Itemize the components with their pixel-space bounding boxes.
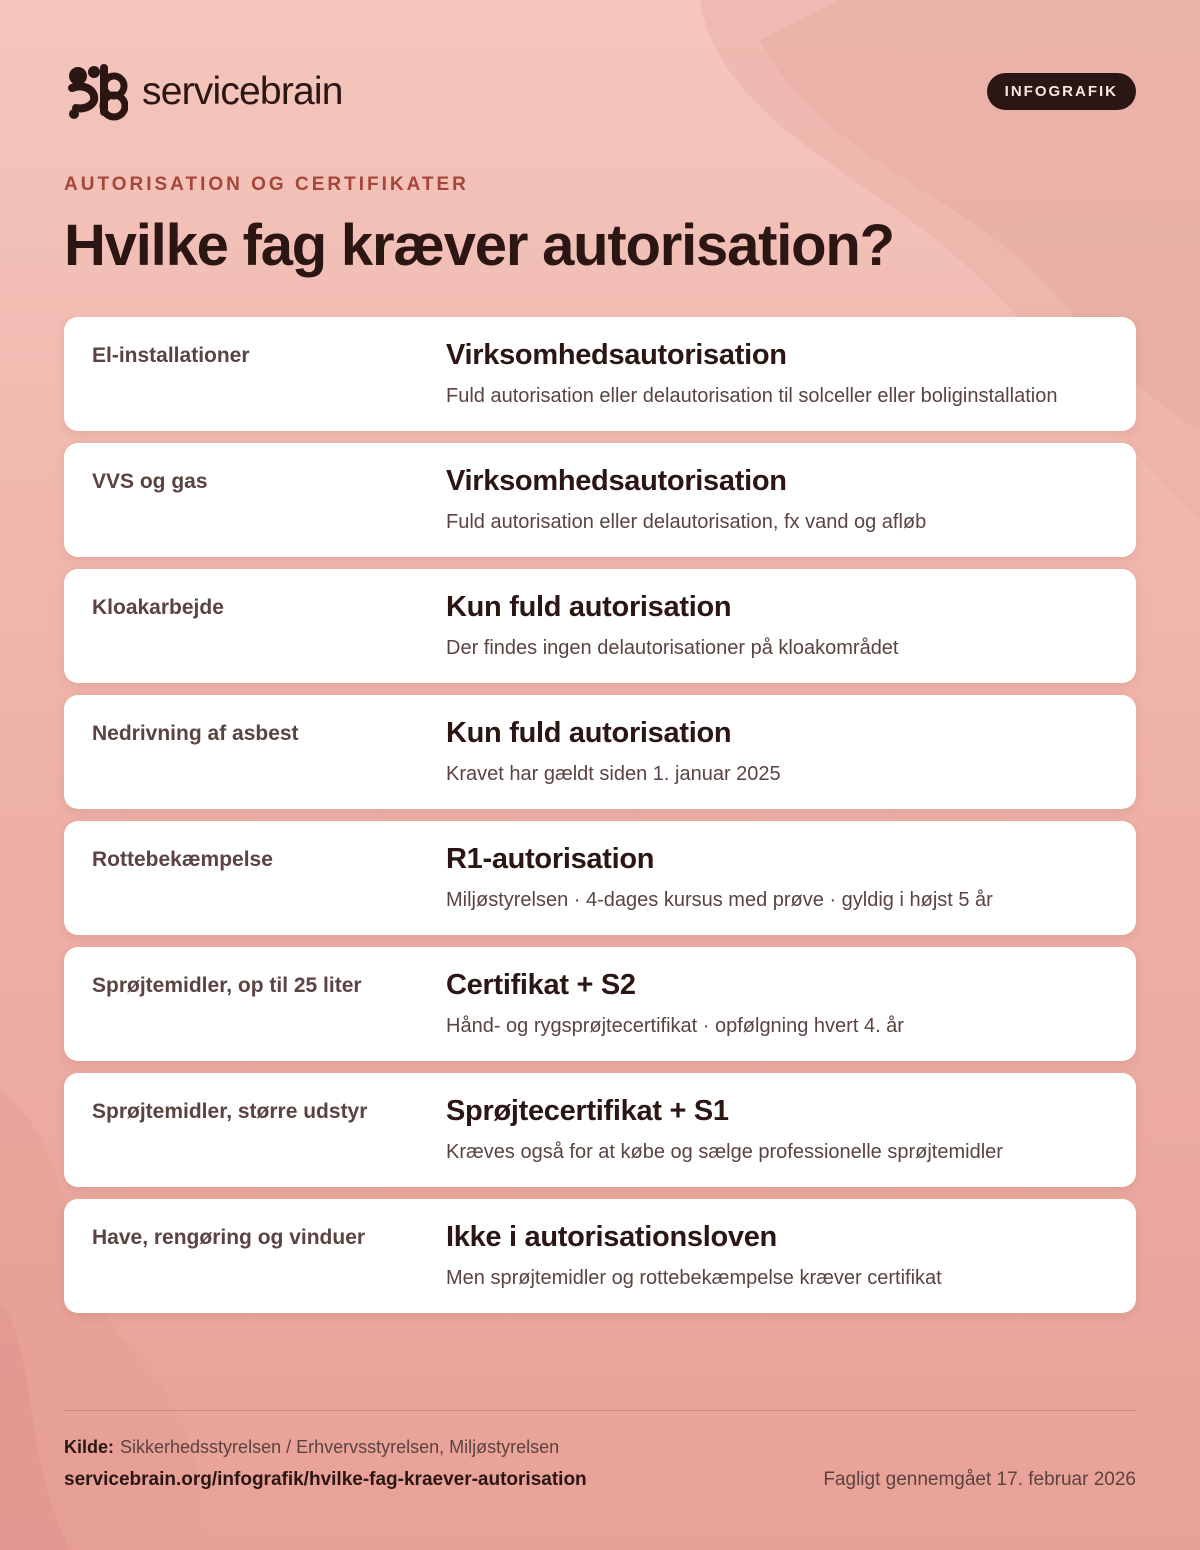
trade-label: Kloakarbejde	[92, 596, 224, 619]
requirement-detail: Kræves også for at købe og sælge professionelle sprøjtemidler	[446, 1141, 1003, 1163]
infografik-badge: INFOGRAFIK	[987, 73, 1136, 110]
trade-label: Sprøjtemidler, større udstyr	[92, 1100, 368, 1123]
list-item	[64, 947, 1136, 1061]
trade-label: VVS og gas	[92, 470, 208, 493]
requirement-heading: Sprøjtecertifikat + S1	[446, 1095, 729, 1127]
source-label: Kilde:	[64, 1437, 115, 1457]
brand-logo[interactable]	[64, 62, 343, 122]
requirement-heading: Kun fuld autorisation	[446, 717, 732, 749]
list-item	[64, 443, 1136, 557]
requirement-heading: Ikke i autorisationsloven	[446, 1221, 777, 1253]
list-item	[64, 695, 1136, 809]
review-date: Fagligt gennemgået 17. februar 2026	[823, 1469, 1136, 1490]
requirement-heading: R1-autorisation	[446, 843, 655, 875]
servicebrain-logo-icon	[64, 62, 128, 122]
trade-label: El-installationer	[92, 344, 250, 367]
list-item	[64, 569, 1136, 683]
requirement-heading: Virksomhedsautorisation	[446, 339, 787, 371]
page-title: Hvilke fag kræver autorisation?	[64, 213, 894, 278]
requirement-heading: Certifikat + S2	[446, 969, 636, 1001]
header	[64, 62, 1136, 122]
requirement-heading: Kun fuld autorisation	[446, 591, 732, 623]
source-url-link[interactable]: servicebrain.org/infografik/hvilke-fag-kraever-autorisation	[64, 1469, 587, 1490]
requirement-detail: Der findes ingen delautorisationer på kloakområdet	[446, 637, 899, 659]
eyebrow-label: AUTORISATION OG CERTIFIKATER	[64, 174, 469, 195]
source-text: Sikkerhedsstyrelsen / Erhvervsstyrelsen, Miljøstyrelsen	[120, 1437, 560, 1457]
list-item	[64, 821, 1136, 935]
requirement-detail: Miljøstyrelsen · 4-dages kursus med prøve · gyldig i højst 5 år	[446, 889, 993, 911]
requirements-list	[64, 317, 1136, 1325]
list-item	[64, 1199, 1136, 1313]
trade-label: Rottebekæmpelse	[92, 848, 273, 871]
requirement-detail: Kravet har gældt siden 1. januar 2025	[446, 763, 781, 785]
requirement-detail: Men sprøjtemidler og rottebekæmpelse kræver certifikat	[446, 1267, 942, 1289]
requirement-detail: Hånd- og rygsprøjtecertifikat · opfølgning hvert 4. år	[446, 1015, 904, 1037]
source-line	[64, 1437, 559, 1458]
brand-name: servicebrain	[142, 70, 343, 113]
requirement-detail: Fuld autorisation eller delautorisation, fx vand og afløb	[446, 511, 927, 533]
trade-label: Sprøjtemidler, op til 25 liter	[92, 974, 362, 997]
list-item	[64, 1073, 1136, 1187]
requirement-detail: Fuld autorisation eller delautorisation til solceller eller boliginstallation	[446, 385, 1058, 407]
list-item	[64, 317, 1136, 431]
footer-divider	[64, 1410, 1136, 1411]
trade-label: Nedrivning af asbest	[92, 722, 299, 745]
trade-label: Have, rengøring og vinduer	[92, 1226, 366, 1249]
requirement-heading: Virksomhedsautorisation	[446, 465, 787, 497]
